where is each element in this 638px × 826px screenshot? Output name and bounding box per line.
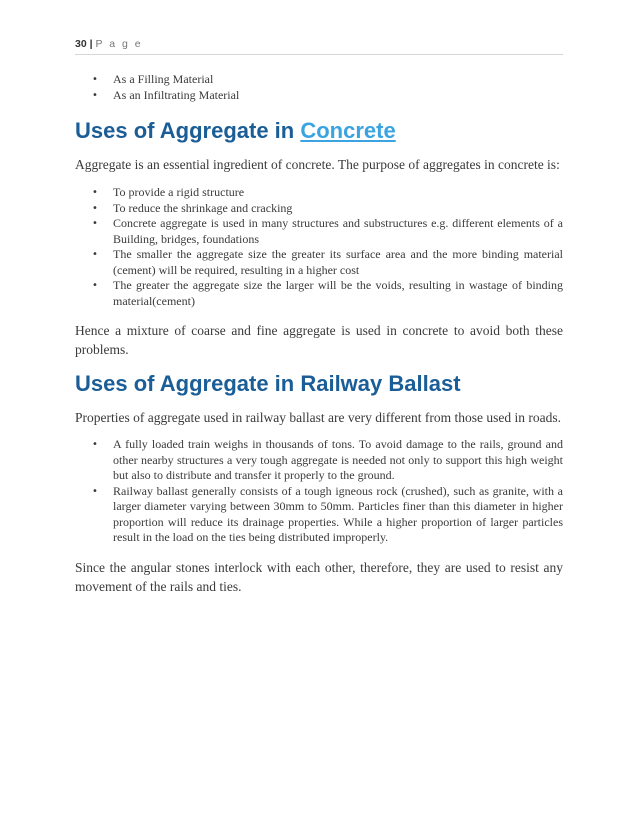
page-label: P a g e [95,38,143,50]
header-separator: | [86,38,96,50]
list-item: • Concrete aggregate is used in many structures and substructures e.g. different elements of a Building, bridges, foundations [75,216,563,247]
section-heading-concrete [75,117,563,145]
railway-intro-paragraph: Properties of aggregate used in railway ballast are very different from those used in roads. [75,410,561,425]
list-item: • A fully loaded train weighs in thousands of tons. To avoid damage to the rails, ground and other nearby structures a very tough aggregate is needed not only to support this high weight but also to distribute and transfer it properly to the ground. [75,437,563,484]
list-item: • The smaller the aggregate size the greater its surface area and the more binding material (cement) will be required, resulting in a higher cost [75,247,563,278]
concrete-intro-paragraph: Aggregate is an essential ingredient of concrete. The purpose of aggregates in concrete is: [75,157,560,172]
list-item: • As an Infiltrating Material [75,88,563,104]
intro-bullet-list [75,72,563,103]
page-content [75,70,563,596]
railway-conclusion-paragraph: Since the angular stones interlock with each other, therefore, they are used to resist any movement of the rails and ties. [75,559,563,594]
list-item: • To reduce the shrinkage and cracking [75,201,563,217]
railway-bullet-list [75,437,563,546]
list-item: • Railway ballast generally consists of a tough igneous rock (crushed), such as granite, with a larger diameter varying between 30mm to 50mm. Particles finer than this diameter in higher proportion will reduce its drainage properties. While a higher proportion of larger particles result in the load on the ties being distributed improperly. [75,484,563,546]
list-item: • To provide a rigid structure [75,185,563,201]
list-item: • The greater the aggregate size the larger will be the voids, resulting in wastage of binding material(cement) [75,278,563,309]
list-item: • As a Filling Material [75,72,563,88]
page-number: 30 [75,38,87,50]
concrete-conclusion-paragraph: Hence a mixture of coarse and fine aggregate is used in concrete to avoid both these problems. [75,323,563,357]
concrete-bullet-list [75,185,563,309]
section-heading-railway-ballast: Uses of Aggregate in Railway Ballast [75,371,461,396]
page-header [75,38,563,55]
concrete-link[interactable]: Concrete [300,118,396,143]
heading-text: Uses of Aggregate in [75,118,301,143]
